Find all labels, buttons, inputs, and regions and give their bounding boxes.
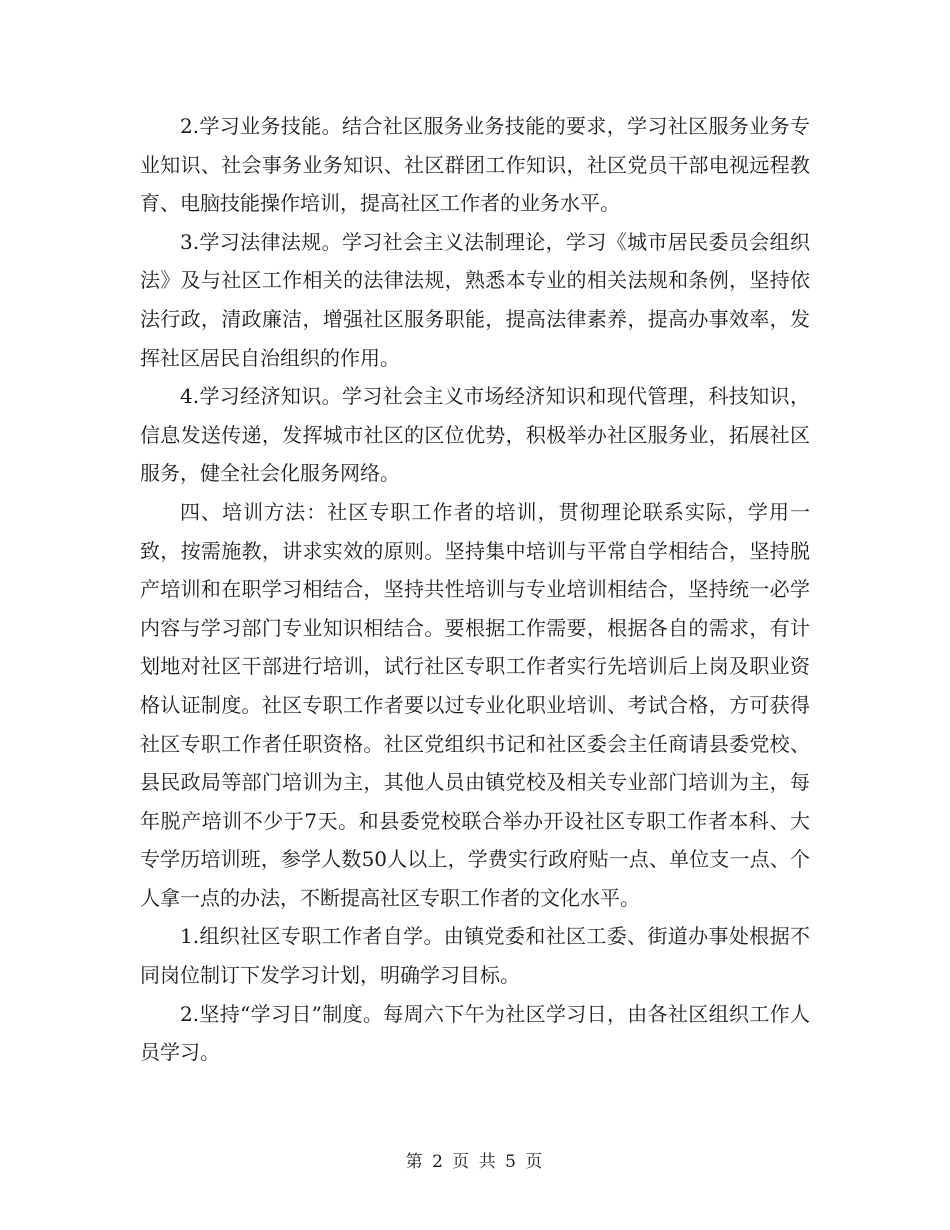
page-number-footer: 第 2 页 共 5 页	[405, 1152, 545, 1172]
paragraph-study-day: 2.坚持“学习日”制度。每周六下午为社区学习日，由各社区组织工作人员学习。	[140, 1001, 810, 1065]
paragraph-self-study: 1.组织社区专职工作者自学。由镇党委和社区工委、街道办事处根据不同岗位制订下发学习计划，明确学习目标。	[140, 924, 810, 988]
paragraph-training-methods: 四、培训方法：社区专职工作者的培训，贯彻理论联系实际，学用一致，按需施教，讲求实效的原则。坚持集中培训与平常自学相结合，坚持脱产培训和在职学习相结合，坚持共性培训与专业培训相结合，坚持统一必学内容与学习部门专业知识相结合。要根据工作需要，根据各自的需求，有计划地对社区干部进行培训，试行社区专职工作者实行先培训后上岗及职业资格认证制度。社区专职工作者要以过专业化职业培训、考试合格，方可获得社区专职工作者任职资格。社区党组织书记和社区委会主任商请县委党校、县民政局等部门培训为主，其他人员由镇党校及相关专业部门培训为主，每年脱产培训不少于7天。和县委党校联合举办开设社区专职工作者本科、大专学历培训班，参学人数50人以上，学费实行政府贴一点、单位支一点、个人拿一点的办法，不断提高社区专职工作者的文化水平。	[140, 499, 810, 910]
document-body	[140, 107, 810, 1072]
paragraph-laws-regulations: 3.学习法律法规。学习社会主义法制理论，学习《城市居民委员会组织法》及与社区工作相关的法律法规，熟悉本专业的相关法规和条例，坚持依法行政，清政廉洁，增强社区服务职能，提高法律素养，提高办事效率，发挥社区居民自治组织的作用。	[140, 229, 810, 370]
paragraph-economic-knowledge: 4.学习经济知识。学习社会主义市场经济知识和现代管理，科技知识，信息发送传递，发挥城市社区的区位优势，积极举办社区服务业，拓展社区服务，健全社会化服务网络。	[140, 384, 810, 486]
paragraph-business-skills: 2.学习业务技能。结合社区服务业务技能的要求，学习社区服务业务专业知识、社会事务业务知识、社区群团工作知识，社区党员干部电视远程教育、电脑技能操作培训，提高社区工作者的业务水平。	[140, 114, 810, 216]
